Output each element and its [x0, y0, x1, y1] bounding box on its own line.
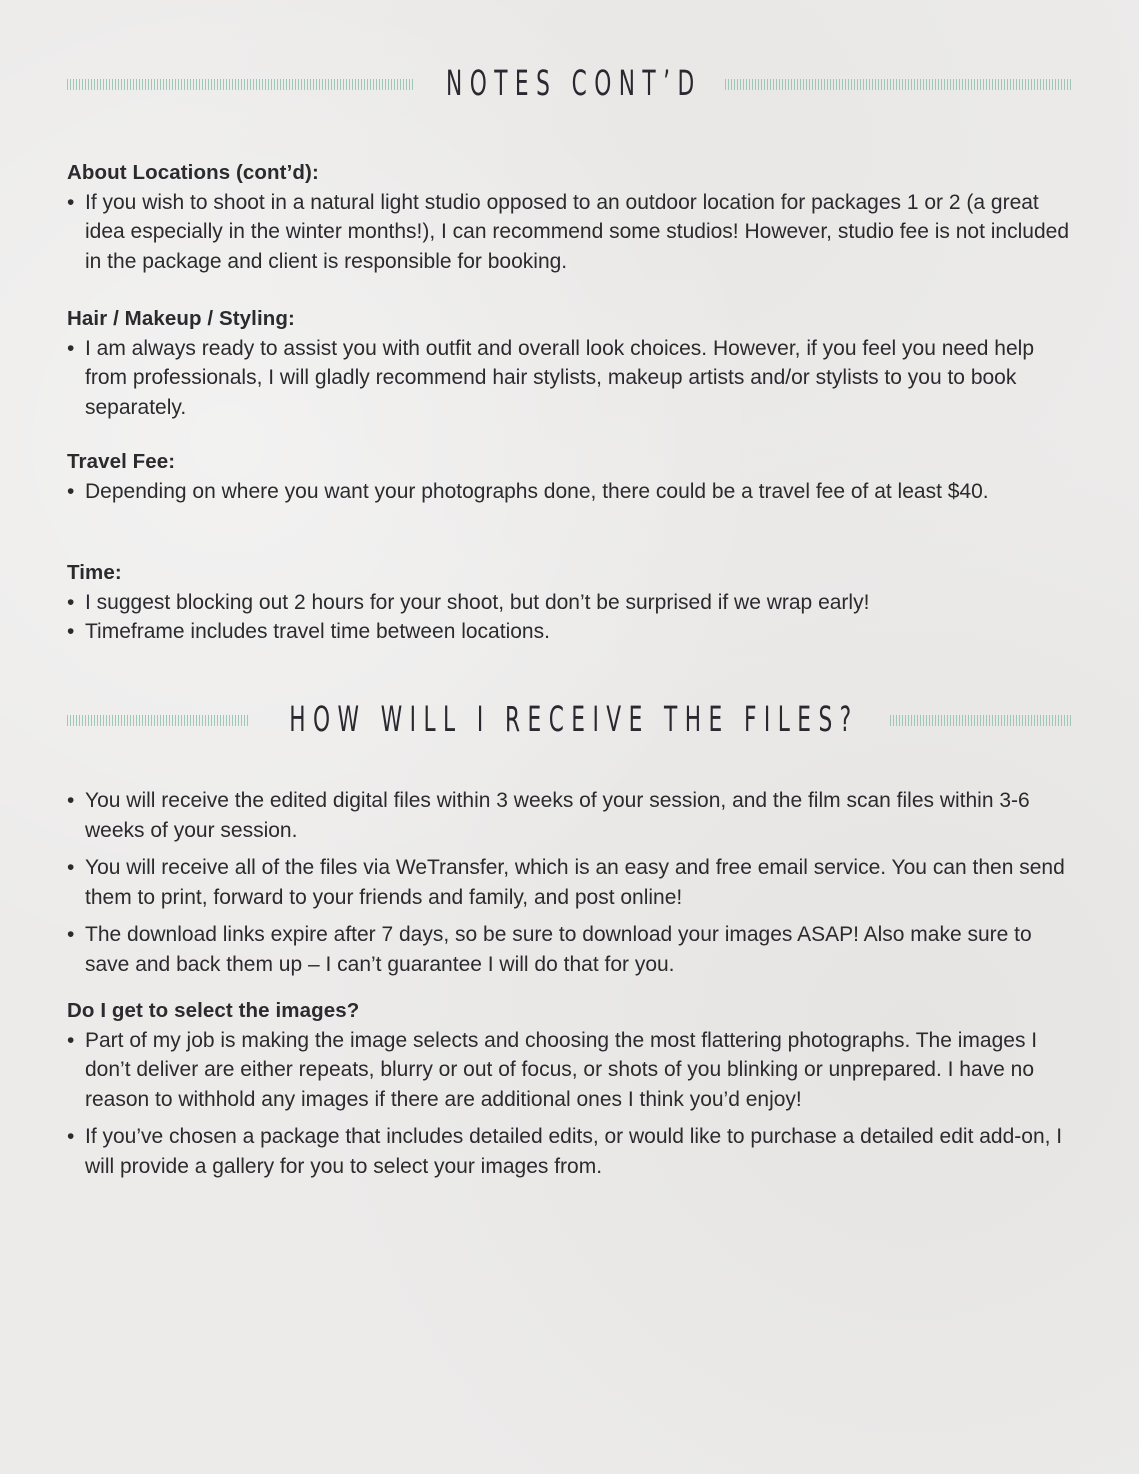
list-item: • Depending on where you want your photographs done, there could be a travel fee of at least $40. — [67, 477, 1077, 507]
notes-heading-row — [67, 64, 1073, 104]
list-item: • I am always ready to assist you with outfit and overall look choices. However, if you feel you need help from professionals, I will gladly recommend hair stylists, makeup artists and/or stylists to you to book separately. — [67, 334, 1077, 423]
list-item: • The download links expire after 7 days, so be sure to download your images ASAP! Also make sure to save and back them up – I can’t guarantee I will do that for you. — [67, 920, 1077, 979]
list-item: • You will receive all of the files via WeTransfer, which is an easy and free email service. You can then send them to print, forward to your friends and family, and post online! — [67, 853, 1077, 912]
files-heading-row — [67, 700, 1073, 740]
list-item: • If you’ve chosen a package that includes detailed edits, or would like to purchase a detailed edit add-on, I will provide a gallery for you to select your images from. — [67, 1122, 1077, 1181]
list-item: • If you wish to shoot in a natural light studio opposed to an outdoor location for packages 1 or 2 (a great idea especially in the winter months!), I can recommend some studios! However, studio fee is not included in the package and client is responsible for booking. — [67, 188, 1077, 277]
decorative-rule-right — [725, 79, 1073, 90]
list-item: • You will receive the edited digital files within 3 weeks of your session, and the film scan files within 3-6 weeks of your session. — [67, 786, 1077, 845]
subheading-select-images: Do I get to select the images? — [67, 999, 360, 1022]
select-images-section — [67, 996, 1077, 1189]
subheading-time: Time: — [67, 561, 122, 584]
decorative-rule-left — [67, 715, 250, 726]
notes-heading-wrap — [415, 64, 725, 104]
list-item: • I suggest blocking out 2 hours for your shoot, but don’t be surprised if we wrap early! — [67, 588, 1077, 618]
subheading-hair-makeup: Hair / Makeup / Styling: — [67, 307, 295, 330]
about-locations-section — [67, 158, 1077, 276]
time-section — [67, 558, 1077, 647]
section-heading-notes: NOTES CONT’D — [445, 64, 702, 104]
list-item: • Part of my job is making the image selects and choosing the most flattering photographs. The images I don’t deliver are either repeats, blurry or out of focus, or shots of you blinking or unprepared. I have no reason to withhold any images if there are additional ones I think you’d enjoy! — [67, 1026, 1077, 1115]
list-item: • Timeframe includes travel time between locations. — [67, 617, 1077, 647]
decorative-rule-right — [890, 715, 1073, 726]
subheading-travel-fee: Travel Fee: — [67, 450, 176, 473]
decorative-rule-left — [67, 79, 415, 90]
files-section — [67, 786, 1077, 987]
files-heading-wrap — [250, 700, 890, 740]
travel-fee-section — [67, 447, 1077, 506]
subheading-about-locations: About Locations (cont’d): — [67, 161, 319, 184]
section-heading-files: HOW WILL I RECEIVE THE FILES? — [289, 700, 859, 740]
hair-makeup-section — [67, 304, 1077, 422]
